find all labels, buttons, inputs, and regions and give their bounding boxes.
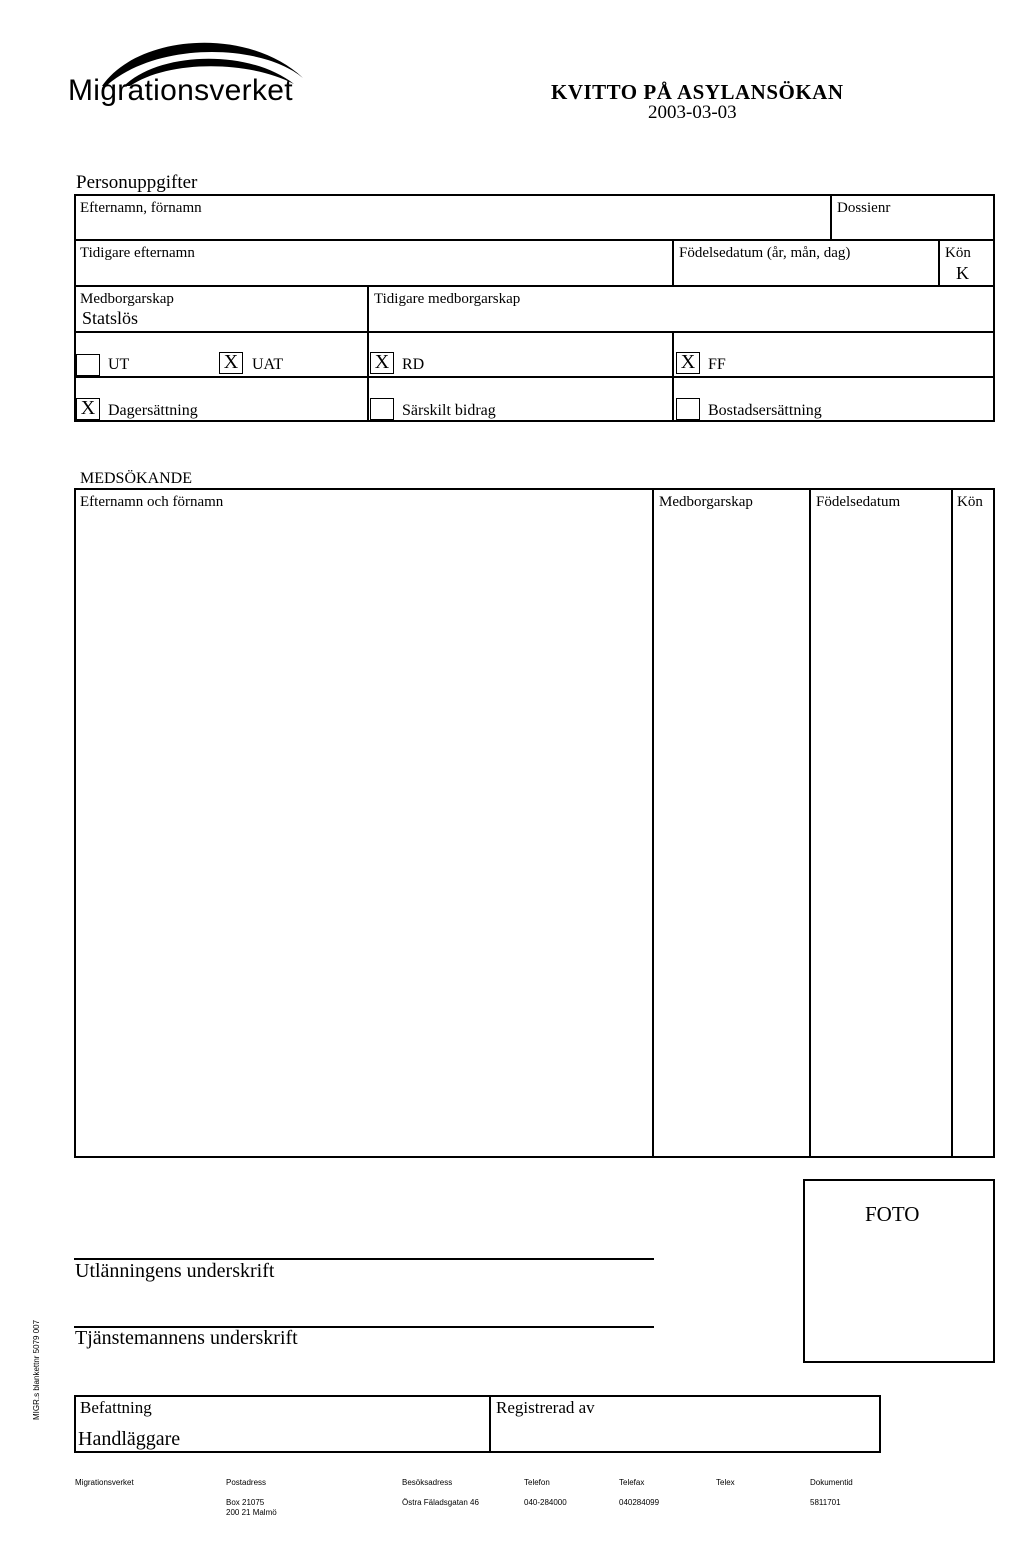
footer-postadress-line1: Box 21075	[226, 1498, 265, 1507]
fodelsedatum-label: Födelsedatum (år, mån, dag)	[679, 245, 851, 261]
checkbox-ff-label: FF	[708, 356, 726, 373]
foto-label: FOTO	[865, 1202, 920, 1226]
checkbox-bostadsersattning[interactable]	[676, 398, 700, 420]
document-title: KVITTO PÅ ASYLANSÖKAN	[551, 80, 844, 104]
footer-telefax-label: Telefax	[619, 1478, 645, 1487]
checkbox-rd-label: RD	[402, 356, 425, 373]
footer-org: Migrationsverket	[75, 1478, 134, 1487]
checkbox-uat[interactable]: X	[219, 352, 243, 374]
befattning-box	[74, 1395, 881, 1453]
side-form-number: MIGR.s blankettnr 5079 007	[32, 1319, 41, 1420]
logo-text: Migrationsverket	[68, 74, 293, 107]
checkbox-ut-label: UT	[108, 356, 130, 373]
kon-value: K	[956, 263, 969, 283]
col-kon: Kön	[957, 494, 983, 510]
checkbox-bostadsersattning-label: Bostadsersättning	[708, 402, 822, 419]
footer-besoksadress-value: Östra Fäladsgatan 46	[402, 1498, 479, 1507]
col-efternamn-forname: Efternamn och förnamn	[80, 494, 224, 510]
footer-telefon-label: Telefon	[524, 1478, 550, 1487]
footer-postadress-line2: 200 21 Malmö	[226, 1508, 277, 1517]
medsokande-table	[74, 488, 995, 1158]
checkbox-ut[interactable]	[76, 354, 100, 376]
checkbox-rd[interactable]: X	[370, 352, 394, 374]
dossiernr-label: Dossienr	[837, 200, 891, 216]
footer-telefax-value: 040284099	[619, 1498, 660, 1507]
checkbox-sarskilt-bidrag-label: Särskilt bidrag	[402, 402, 496, 419]
medborgarskap-value: Statslös	[82, 308, 139, 328]
checkbox-uat-label: UAT	[252, 356, 284, 373]
medsokande-title: MEDSÖKANDE	[80, 470, 192, 487]
efternamn-fornamn-label: Efternamn, förnamn	[80, 200, 202, 216]
footer-telefon-value: 040-284000	[524, 1498, 567, 1507]
personuppgifter-form	[74, 194, 995, 422]
tidigare-medborgarskap-label: Tidigare medborgarskap	[374, 291, 521, 307]
checkbox-sarskilt-bidrag[interactable]	[370, 398, 394, 420]
col-medborgarskap: Medborgarskap	[659, 494, 753, 510]
tidigare-efternamn-label: Tidigare efternamn	[80, 245, 195, 261]
tjansteman-signature-label: Tjänstemannens underskrift	[75, 1327, 298, 1349]
befattning-value: Handläggare	[78, 1428, 181, 1450]
registrerad-av-label: Registrerad av	[496, 1398, 595, 1417]
footer-dokumentid-label: Dokumentid	[810, 1478, 853, 1487]
footer-besoksadress-label: Besöksadress	[402, 1478, 453, 1487]
checkbox-dagersattning[interactable]: X	[76, 398, 100, 420]
col-fodelsedatum: Födelsedatum	[816, 494, 901, 510]
footer-dokumentid-value: 5811701	[810, 1498, 841, 1507]
checkbox-dagersattning-label: Dagersättning	[108, 402, 198, 419]
befattning-label: Befattning	[80, 1398, 152, 1417]
footer-telex-label: Telex	[716, 1478, 735, 1487]
document-date: 2003-03-03	[648, 102, 737, 123]
checkbox-ff[interactable]: X	[676, 352, 700, 374]
utlanning-signature-label: Utlänningens underskrift	[75, 1260, 275, 1282]
footer-postadress-label: Postadress	[226, 1478, 267, 1487]
medborgarskap-label: Medborgarskap	[80, 291, 174, 307]
personuppgifter-title: Personuppgifter	[76, 172, 198, 193]
kon-label: Kön	[945, 245, 971, 261]
